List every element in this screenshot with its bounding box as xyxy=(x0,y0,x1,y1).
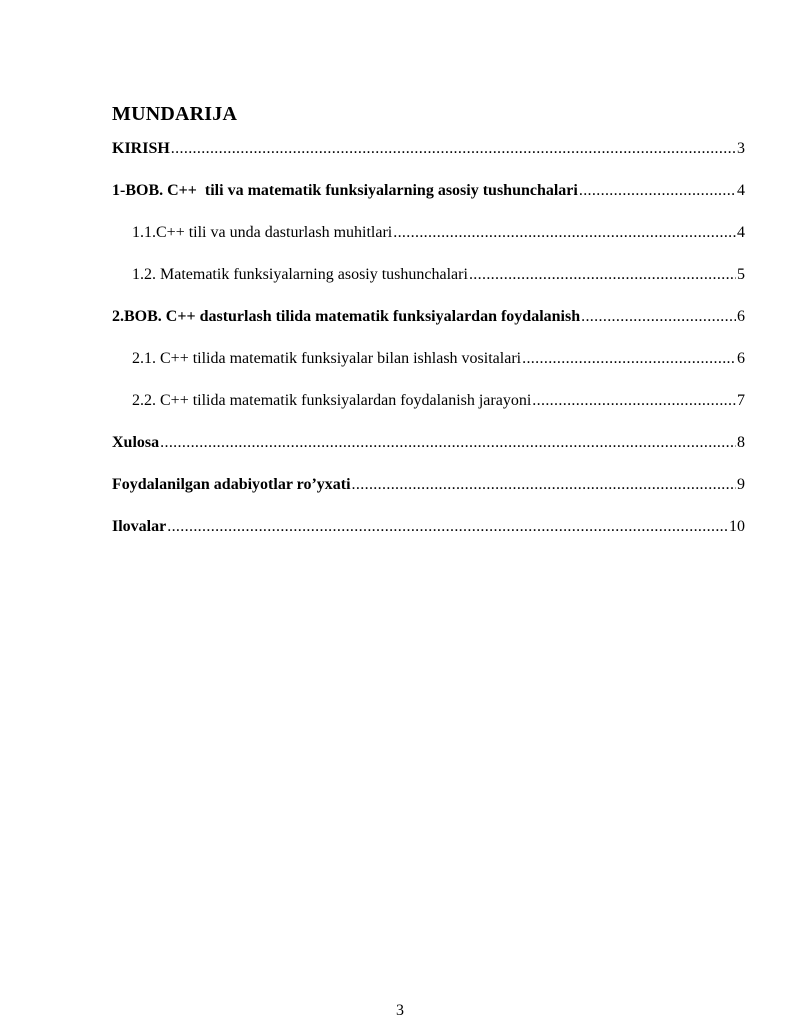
toc-entry-section-1-2[interactable] xyxy=(112,263,745,305)
dot-leader xyxy=(352,473,736,497)
toc-entry-page-number: 6 xyxy=(737,308,745,325)
toc-entry-kirish[interactable] xyxy=(112,137,745,179)
toc-entry-label: 2.1. C++ tilida matematik funksiyalar bilan ishlash vositalari xyxy=(132,350,522,367)
toc-entry-appendices[interactable] xyxy=(112,515,745,557)
dot-leader xyxy=(522,347,736,371)
dot-leader xyxy=(581,305,736,329)
toc-entry-page-number: 5 xyxy=(737,266,745,283)
page-number-footer: 3 xyxy=(396,1002,404,1019)
toc-entry-label: Ilovalar xyxy=(112,518,167,535)
toc-entry-section-2-2[interactable] xyxy=(112,389,745,431)
dot-leader xyxy=(469,263,736,287)
toc-entry-page-number: 9 xyxy=(737,476,745,493)
toc-entry-page-number: 4 xyxy=(737,182,745,199)
dot-leader xyxy=(579,179,736,203)
toc-entry-label: 1-BOB. C++ tili va matematik funksiyalarning asosiy tushunchalari xyxy=(112,182,578,199)
toc-entry-label: Foydalanilgan adabiyotlar ro’yxati xyxy=(112,476,351,493)
dot-leader xyxy=(532,389,736,413)
toc-entry-section-1-1[interactable] xyxy=(112,221,745,263)
toc-entry-page-number: 6 xyxy=(737,350,745,367)
dot-leader xyxy=(393,221,736,245)
toc-entry-label: 1.1.C++ tili va unda dasturlash muhitlari xyxy=(132,224,393,241)
dot-leader xyxy=(167,515,728,539)
toc-entry-page-number: 8 xyxy=(737,434,745,451)
table-of-contents xyxy=(112,137,745,557)
dot-leader xyxy=(171,137,736,161)
toc-entry-label: 2.BOB. C++ dasturlash tilida matematik funksiyalardan foydalanish xyxy=(112,308,581,325)
toc-entry-label: 2.2. C++ tilida matematik funksiyalardan foydalanish jarayoni xyxy=(132,392,532,409)
toc-entry-chapter-1[interactable] xyxy=(112,179,745,221)
dot-leader xyxy=(160,431,736,455)
toc-entry-page-number: 7 xyxy=(737,392,745,409)
toc-entry-section-2-1[interactable] xyxy=(112,347,745,389)
toc-entry-xulosa[interactable] xyxy=(112,431,745,473)
toc-entry-label: Xulosa xyxy=(112,434,160,451)
toc-entry-chapter-2[interactable] xyxy=(112,305,745,347)
toc-entry-page-number: 3 xyxy=(737,140,745,157)
toc-entry-page-number: 4 xyxy=(737,224,745,241)
toc-title: MUNDARIJA xyxy=(112,103,238,125)
toc-entry-label: KIRISH xyxy=(112,140,170,157)
toc-entry-page-number: 10 xyxy=(729,518,745,535)
toc-entry-references[interactable] xyxy=(112,473,745,515)
toc-entry-label: 1.2. Matematik funksiyalarning asosiy tushunchalari xyxy=(132,266,468,283)
